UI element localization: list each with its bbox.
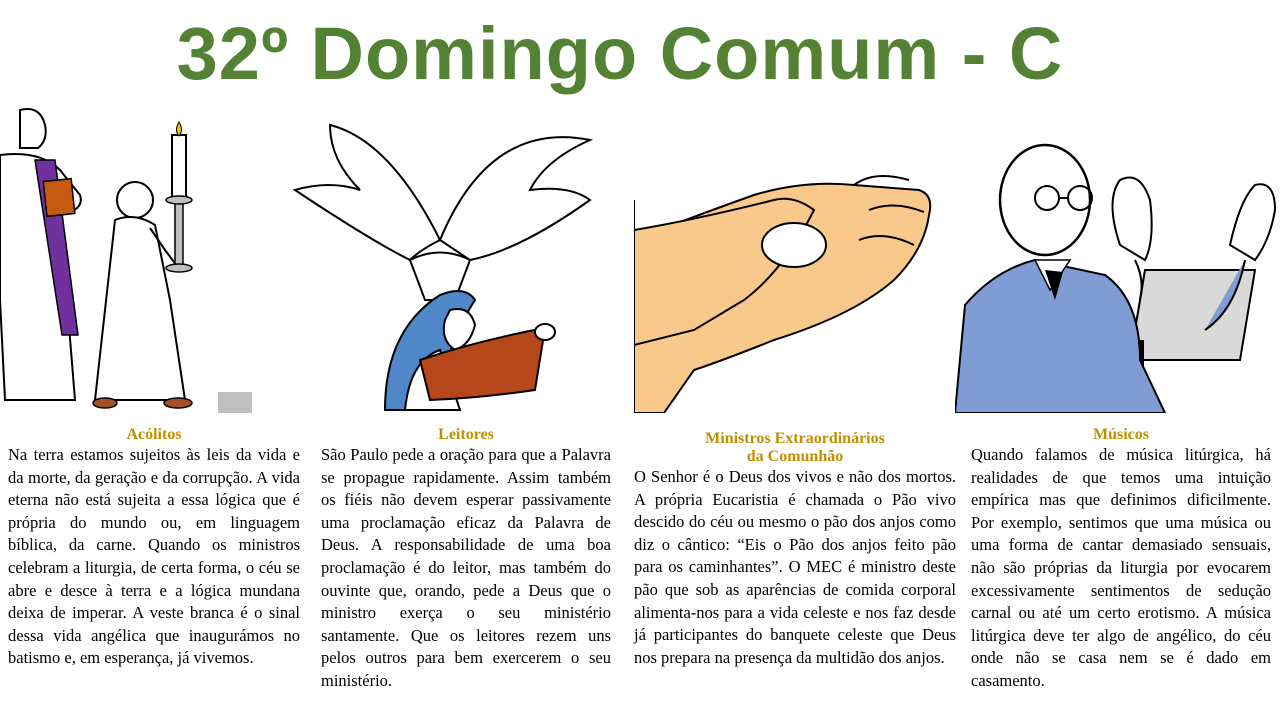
conductor-illustration [955,100,1280,413]
column-mec [634,430,956,669]
column-text: Na terra estamos sujeitos às leis da vida e da morte, da geração e da corrupção. A vida eterna não está sujeita a essa lógica que é própria do mundo ou, em linguagem bíblica, da carne. Quando os ministros celebram a liturgia, de certa forma, o céu se abre e desce à terra e a lógica mundana deixa de imperar. A veste branca é o sinal dessa vida angélica que inaugurámos no batismo e, em esperança, já vivemos. [8,445,300,668]
hands-with-host-illustration [634,100,939,413]
column-heading-line2: da Comunhão [746,448,844,465]
column-heading: Músicos [1093,426,1149,443]
column-text: O Senhor é o Deus dos vivos e não dos mortos. A própria Eucaristia é chamada o Pão vivo descido do céu ou mesmo o pão dos anjos como diz o cântico: “Eis o Pão dos anjos feito pão para os caminhantes”. O MEC é ministro deste pão que sob as aparências de comida corporal alimenta-nos para a vida celeste e nos faz desde já participantes do banquete celeste que Deus nos prepara na presença da multidão dos anjos. [634,467,956,667]
reader-with-dove-illustration [290,100,595,413]
column-musicos [971,426,1271,693]
column-text: São Paulo pede a oração para que a Palavra se propague rapidamente. Assim também os fiéis não devem esperar passivamente uma proclamação eficaz da Palavra de Deus. A responsabilidade de uma boa proclamação é do leitor, mas também do ouvinte que, orando, pede a Deus que o ministro exerça o seu ministério santamente. Que os leitores rezem uns pelos outros para bem exercerem o seu ministério. [321,445,611,690]
column-leitores [321,426,611,693]
column-heading: Acólitos [126,426,182,443]
altar-servers-illustration [0,100,255,413]
column-heading: Leitores [438,426,494,443]
column-text: Quando falamos de música litúrgica, há realidades de que temos uma intuição empírica mas que definimos dificilmente. Por exemplo, sentimos que uma música ou uma forma de cantar demasiado sensuais, não são próprias da liturgia por evocarem excessivamente sentimentos de sedução carnal ou até um certo erotismo. A música litúrgica deve ter algo de angélico, do céu onde não se casa nem se é dado em casamento. [971,445,1271,690]
column-acolitos [8,426,300,670]
page-title: 32º Domingo Comum - C [176,12,1064,95]
column-heading-line1: Ministros Extraordinários [705,430,885,447]
